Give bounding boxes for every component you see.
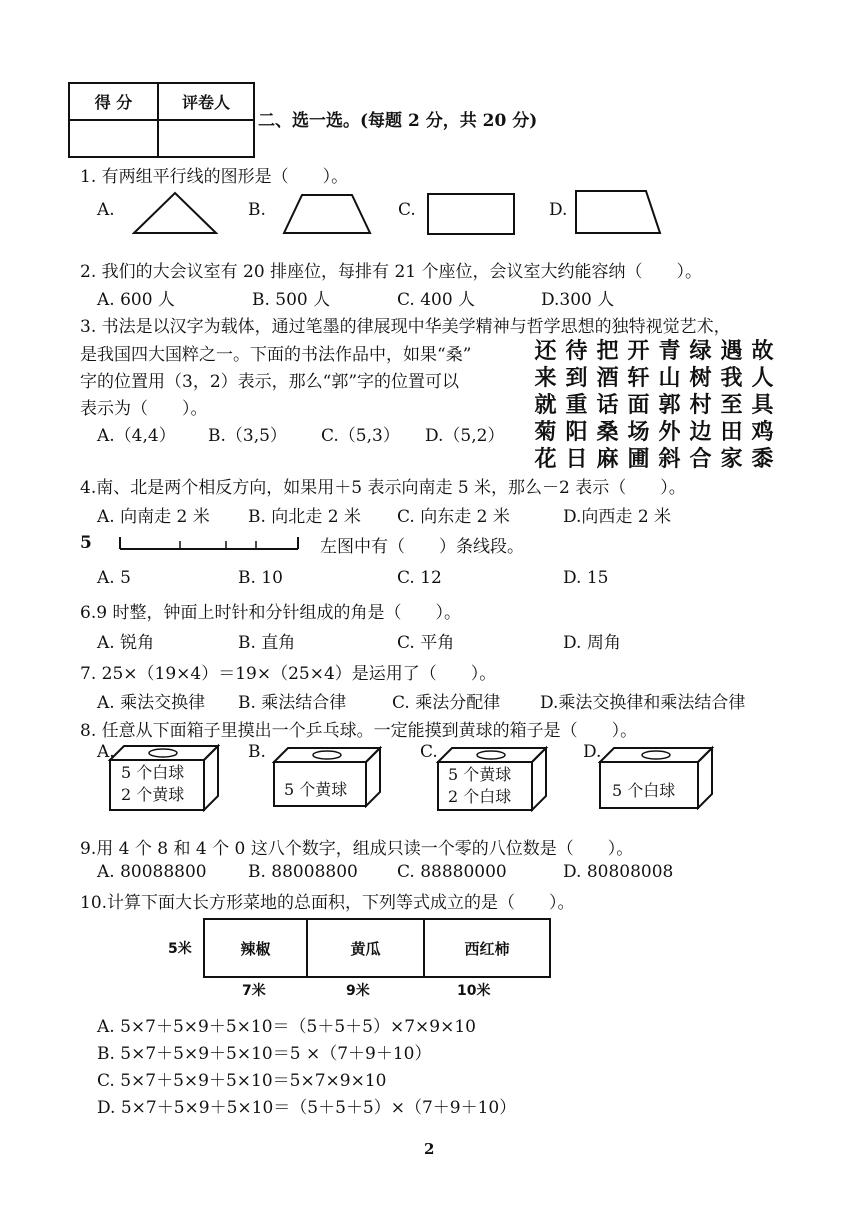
calligraphy-char: 青 <box>658 338 681 364</box>
calligraphy-row <box>530 365 778 392</box>
calligraphy-char: 轩 <box>627 365 650 391</box>
q7-option-a: A. 乘法交换律 <box>97 693 206 713</box>
calligraphy-char: 菊 <box>534 419 557 445</box>
q9-option-a: A. 80088800 <box>97 862 207 882</box>
calligraphy-char: 酒 <box>596 365 619 391</box>
q8-label-b: B. <box>248 742 266 762</box>
q3-option-a: A.（4,4） <box>97 426 176 446</box>
calligraphy-char: 遇 <box>720 338 743 364</box>
q3-line2: 是我国四大国粹之一。下面的书法作品中，如果“桑” <box>80 345 472 365</box>
calligraphy-char: 到 <box>565 365 588 391</box>
q5-number: 5 <box>80 533 92 553</box>
calligraphy-char: 绿 <box>689 338 712 364</box>
q1-label-a: A. <box>97 200 115 220</box>
q3-option-d: D.（5,2） <box>425 426 505 446</box>
calligraphy-char: 话 <box>596 392 619 418</box>
calligraphy-char: 鸡 <box>751 419 774 445</box>
calligraphy-char: 故 <box>751 338 774 364</box>
calligraphy-char: 待 <box>565 338 588 364</box>
calligraphy-char: 郭 <box>658 392 681 418</box>
box-a-line1: 5 个白球 <box>121 763 185 782</box>
width-label-1: 7米 <box>242 983 266 999</box>
q5-option-d: D. 15 <box>563 568 609 588</box>
vegetable-field <box>203 918 551 978</box>
q10-stem: 10.计算下面大长方形菜地的总面积，下列等式成立的是（ ）。 <box>80 893 575 913</box>
q4-stem: 4.南、北是两个相反方向，如果用＋5 表示向南走 5 米，那么－2 表示（ ）。 <box>80 478 686 498</box>
calligraphy-char: 边 <box>689 419 712 445</box>
calligraphy-char: 花 <box>534 446 557 472</box>
calligraphy-char: 场 <box>627 419 650 445</box>
score-header: 得 分 <box>69 83 158 120</box>
q5-stem: 左图中有（ ）条线段。 <box>320 537 524 557</box>
calligraphy-char: 山 <box>658 365 681 391</box>
q2-option-a: A. 600 人 <box>97 290 175 310</box>
calligraphy-char: 阳 <box>565 419 588 445</box>
q5-option-a: A. 5 <box>97 568 131 588</box>
rectangle-shape <box>426 192 518 236</box>
q7-option-d: D.乘法交换律和乘法结合律 <box>540 693 746 713</box>
calligraphy-char: 至 <box>720 392 743 418</box>
q6-option-d: D. 周角 <box>563 633 621 653</box>
q9-option-d: D. 80808008 <box>563 862 674 882</box>
q2-option-d: D.300 人 <box>541 290 615 310</box>
q4-option-c: C. 向东走 2 米 <box>397 507 510 527</box>
q6-option-a: A. 锐角 <box>97 633 155 653</box>
calligraphy-char: 黍 <box>751 446 774 472</box>
box-c-line2: 2 个白球 <box>448 787 512 806</box>
q5-option-c: C. 12 <box>397 568 442 588</box>
q2-option-b: B. 500 人 <box>252 290 331 310</box>
calligraphy-char: 外 <box>658 419 681 445</box>
calligraphy-char: 村 <box>689 392 712 418</box>
calligraphy-char: 就 <box>534 392 557 418</box>
q7-option-b: B. 乘法结合律 <box>238 693 347 713</box>
q3-line4: 表示为（ ）。 <box>80 399 208 419</box>
q3-line1: 3. 书法是以汉字为载体，通过笔墨的律展现中华美学精神与哲学思想的独特视觉艺术， <box>80 317 731 337</box>
calligraphy-grid <box>530 338 778 473</box>
q1-label-b: B. <box>248 200 266 220</box>
segment-line-figure <box>116 534 302 552</box>
calligraphy-char: 家 <box>720 446 743 472</box>
q6-option-b: B. 直角 <box>238 633 296 653</box>
calligraphy-char: 日 <box>565 446 588 472</box>
q3-option-c: C.（5,3） <box>321 426 400 446</box>
q10-option-d: D. 5×7＋5×9＋5×10＝（5＋5＋5）×（7＋9＋10） <box>97 1098 517 1118</box>
q4-option-a: A. 向南走 2 米 <box>97 507 210 527</box>
grader-cell[interactable] <box>158 120 254 157</box>
q3-option-b: B.（3,5） <box>208 426 287 446</box>
q4-option-b: B. 向北走 2 米 <box>248 507 361 527</box>
q7-option-c: C. 乘法分配律 <box>392 693 501 713</box>
calligraphy-char: 来 <box>534 365 557 391</box>
q8-stem: 8. 任意从下面箱子里摸出一个乒乓球。一定能摸到黄球的箱子是（ ）。 <box>80 721 638 741</box>
calligraphy-char: 合 <box>689 446 712 472</box>
q8-label-d: D. <box>583 742 602 762</box>
width-label-3: 10米 <box>457 983 491 999</box>
q7-stem: 7. 25×（19×4）＝19×（25×4）是运用了（ ）。 <box>80 664 497 684</box>
parallelogram-shape <box>574 188 662 236</box>
calligraphy-row <box>530 419 778 446</box>
q9-option-b: B. 88008800 <box>248 862 358 882</box>
q8-label-c: C. <box>420 742 438 762</box>
plot-cucumber: 黄瓜 <box>308 920 425 976</box>
plot-tomato: 西红柿 <box>464 939 510 958</box>
box-a-line2: 2 个黄球 <box>121 785 185 804</box>
score-cell[interactable] <box>69 120 158 157</box>
q1-label-d: D. <box>549 200 568 220</box>
calligraphy-char: 把 <box>596 338 619 364</box>
score-table <box>68 82 255 158</box>
field-height-label: 5米 <box>168 941 192 957</box>
triangle-shape <box>132 190 218 236</box>
calligraphy-char: 人 <box>751 365 774 391</box>
q6-option-c: C. 平角 <box>397 633 455 653</box>
calligraphy-char: 重 <box>565 392 588 418</box>
section-title: 二、选一选。(每题 2 分，共 20 分) <box>258 111 538 131</box>
q2-option-c: C. 400 人 <box>397 290 476 310</box>
box-d-line1: 5 个白球 <box>612 781 676 800</box>
plot-chili: 辣椒 <box>205 920 308 976</box>
grader-header: 评卷人 <box>158 83 254 120</box>
calligraphy-char: 树 <box>689 365 712 391</box>
trapezoid-shape <box>282 190 372 236</box>
calligraphy-char: 桑 <box>596 419 619 445</box>
q9-stem: 9.用 4 个 8 和 4 个 0 这八个数字，组成只读一个零的八位数是（ ）。 <box>80 839 634 859</box>
q1-stem: 1. 有两组平行线的图形是（ ）。 <box>80 167 349 187</box>
calligraphy-char: 田 <box>720 419 743 445</box>
q3-line3: 字的位置用（3，2）表示，那么“郭”字的位置可以 <box>80 372 460 392</box>
calligraphy-row <box>530 392 778 419</box>
q8-label-a: A. <box>97 742 115 762</box>
q1-label-c: C. <box>398 200 416 220</box>
q6-stem: 6.9 时整，钟面上时针和分针组成的角是（ ）。 <box>80 603 461 623</box>
page-number: 2 <box>424 1140 435 1158</box>
q9-option-c: C. 88880000 <box>397 862 507 882</box>
q10-option-c: C. 5×7＋5×9＋5×10＝5×7×9×10 <box>97 1071 387 1091</box>
calligraphy-char: 我 <box>720 365 743 391</box>
q5-option-b: B. 10 <box>238 568 283 588</box>
calligraphy-row <box>530 338 778 365</box>
q4-option-d: D.向西走 2 米 <box>563 507 672 527</box>
calligraphy-char: 斜 <box>658 446 681 472</box>
q10-option-b: B. 5×7＋5×9＋5×10＝5 ×（7＋9＋10） <box>97 1044 432 1064</box>
box-c-line1: 5 个黄球 <box>448 765 512 784</box>
calligraphy-char: 麻 <box>596 446 619 472</box>
calligraphy-char: 开 <box>627 338 650 364</box>
calligraphy-char: 还 <box>534 338 557 364</box>
q2-stem: 2. 我们的大会议室有 20 排座位，每排有 21 个座位，会议室大约能容纳（ ）。 <box>80 262 703 282</box>
calligraphy-char: 面 <box>627 392 650 418</box>
box-b-line1: 5 个黄球 <box>284 780 348 799</box>
calligraphy-char: 圃 <box>627 446 650 472</box>
calligraphy-row <box>530 446 778 473</box>
q10-option-a: A. 5×7＋5×9＋5×10＝（5＋5＋5）×7×9×10 <box>97 1017 476 1037</box>
calligraphy-char: 具 <box>751 392 774 418</box>
width-label-2: 9米 <box>346 983 370 999</box>
